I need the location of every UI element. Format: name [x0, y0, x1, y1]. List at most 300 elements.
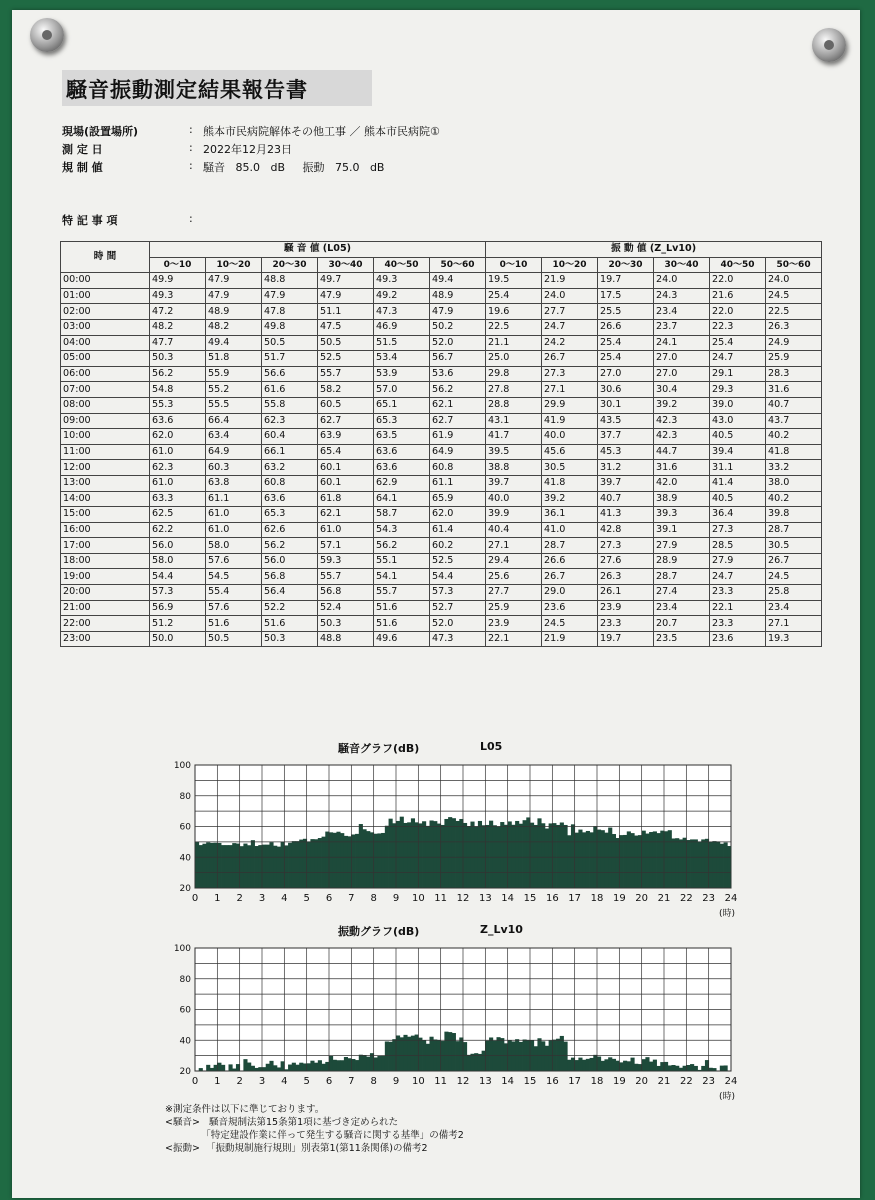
chart-bar — [456, 1041, 460, 1071]
chart-bar — [586, 831, 590, 888]
chart-bar — [612, 1059, 616, 1071]
chart-bar — [448, 1032, 452, 1071]
note-line: ※測定条件は以下に準じております。 — [165, 1104, 325, 1115]
table-cell: 23.7 — [654, 319, 710, 335]
table-cell: 52.5 — [430, 553, 486, 569]
chart-bar — [251, 840, 255, 888]
x-tick-label: 14 — [501, 1076, 515, 1087]
chart-bar — [564, 1042, 568, 1071]
table-cell: 23.3 — [710, 585, 766, 601]
x-tick-label: 7 — [348, 1076, 355, 1087]
table-cell: 56.2 — [150, 366, 206, 382]
table-cell: 62.5 — [150, 507, 206, 523]
chart-bar — [608, 828, 612, 888]
table-cell: 41.4 — [710, 475, 766, 491]
table-cell: 31.1 — [710, 460, 766, 476]
table-cell: 47.5 — [318, 319, 374, 335]
chart-bar — [578, 830, 582, 888]
chart-series-label: Z_Lv10 — [480, 923, 523, 936]
table-cell: 29.8 — [486, 366, 542, 382]
x-tick-label: 13 — [478, 1076, 492, 1087]
chart-bar — [322, 837, 326, 888]
table-cell: 22.5 — [486, 319, 542, 335]
chart-bar — [232, 843, 236, 888]
table-cell: 19.3 — [766, 631, 822, 647]
x-tick-label: 21 — [657, 893, 671, 904]
table-cell: 22.0 — [710, 304, 766, 320]
table-cell: 41.8 — [766, 444, 822, 460]
table-cell: 56.4 — [262, 585, 318, 601]
table-cell: 61.0 — [318, 522, 374, 538]
info-label: 現場(設置場所) — [62, 125, 139, 138]
table-cell: 48.2 — [206, 319, 262, 335]
chart-bar — [232, 1069, 236, 1071]
table-cell: 26.6 — [598, 319, 654, 335]
chart-bar — [366, 1057, 370, 1071]
table-cell: 39.2 — [542, 491, 598, 507]
chart-bar — [336, 1060, 340, 1071]
x-tick-label: 2 — [236, 1076, 243, 1087]
table-cell: 39.8 — [766, 507, 822, 523]
table-cell: 25.6 — [486, 569, 542, 585]
chart-bar — [351, 835, 355, 889]
table-cell: 01:00 — [61, 288, 150, 304]
chart-bar — [500, 822, 504, 888]
table-cell: 26.7 — [542, 351, 598, 367]
y-tick-label: 40 — [179, 1036, 191, 1047]
table-cell: 21.9 — [542, 273, 598, 289]
x-tick-label: 8 — [370, 893, 377, 904]
y-tick-label: 100 — [173, 944, 191, 954]
table-cell: 62.2 — [150, 522, 206, 538]
x-tick-label: 20 — [635, 1076, 649, 1087]
table-row — [61, 553, 822, 569]
chart-bar — [515, 1039, 519, 1071]
chart-bar — [255, 846, 259, 888]
table-cell: 25.4 — [598, 335, 654, 351]
table-cell: 37.7 — [598, 429, 654, 445]
chart-bar — [657, 833, 661, 888]
table-cell: 23.9 — [486, 616, 542, 632]
table-row — [61, 319, 822, 335]
table-cell: 38.8 — [486, 460, 542, 476]
chart-bar — [340, 833, 344, 888]
table-cell: 33.2 — [766, 460, 822, 476]
noise-chart-svg — [150, 740, 750, 920]
chart-bar — [720, 844, 724, 888]
table-cell: 29.4 — [486, 553, 542, 569]
chart-bar — [619, 1062, 623, 1071]
table-cell: 52.0 — [430, 335, 486, 351]
chart-bar — [351, 1059, 355, 1071]
table-cell: 24.7 — [710, 351, 766, 367]
table-cell: 58.2 — [318, 382, 374, 398]
table-cell: 25.9 — [486, 600, 542, 616]
chart-bar — [575, 1060, 579, 1071]
table-cell: 22:00 — [61, 616, 150, 632]
table-cell: 22.1 — [710, 600, 766, 616]
chart-bar — [545, 829, 549, 889]
table-cell: 24.0 — [542, 288, 598, 304]
chart-bar — [310, 839, 314, 888]
table-cell: 39.7 — [486, 475, 542, 491]
table-cell: 55.1 — [374, 553, 430, 569]
chart-bar — [240, 846, 244, 888]
chart-bar — [269, 842, 273, 888]
table-cell: 65.9 — [430, 491, 486, 507]
table-cell: 36.1 — [542, 507, 598, 523]
table-cell: 49.4 — [206, 335, 262, 351]
chart-bar — [381, 1055, 385, 1071]
table-cell: 43.1 — [486, 413, 542, 429]
time-header: 時 間 — [61, 242, 150, 273]
table-cell: 50.5 — [318, 335, 374, 351]
table-row — [61, 351, 822, 367]
table-cell: 66.1 — [262, 444, 318, 460]
table-cell: 24.1 — [654, 335, 710, 351]
table-cell: 09:00 — [61, 413, 150, 429]
x-tick-label: 9 — [392, 893, 400, 904]
table-cell: 60.1 — [318, 460, 374, 476]
table-cell: 24.0 — [766, 273, 822, 289]
table-cell: 27.0 — [654, 351, 710, 367]
table-cell: 60.4 — [262, 429, 318, 445]
table-cell: 23.6 — [542, 600, 598, 616]
chart-bar — [243, 844, 247, 888]
table-cell: 49.3 — [150, 288, 206, 304]
table-cell: 21.9 — [542, 631, 598, 647]
table-cell: 22.1 — [486, 631, 542, 647]
x-tick-label: 1 — [214, 1076, 221, 1087]
table-cell: 27.4 — [654, 585, 710, 601]
chart-bar — [556, 825, 560, 888]
chart-bar — [273, 1065, 277, 1071]
info-label: 規 制 値 — [62, 161, 103, 174]
chart-bar — [433, 821, 437, 888]
chart-bar — [266, 845, 270, 888]
chart-bar — [389, 1042, 393, 1071]
table-row — [61, 413, 822, 429]
chart-bar — [199, 1068, 203, 1071]
x-tick-label: 0 — [191, 893, 199, 904]
chart-bar — [452, 1033, 456, 1071]
table-row — [61, 491, 822, 507]
y-tick-label: 20 — [179, 1067, 191, 1077]
sub-header: 0～10 — [150, 257, 206, 273]
x-tick-label: 24 — [724, 893, 738, 904]
x-tick-label: 13 — [478, 893, 492, 904]
chart-bar — [582, 1060, 586, 1071]
table-body — [61, 273, 822, 647]
chart-bar — [608, 1057, 612, 1071]
chart-bar — [653, 1060, 657, 1071]
chart-bar — [664, 1062, 668, 1071]
chart-bar — [500, 1038, 504, 1071]
chart-bar — [686, 1065, 690, 1071]
chart-bar — [631, 1058, 635, 1071]
table-cell: 56.2 — [262, 538, 318, 554]
chart-bar — [255, 1068, 259, 1071]
table-row — [61, 429, 822, 445]
chart-bar — [586, 1059, 590, 1071]
x-tick-label: 11 — [434, 1076, 448, 1087]
chart-bar — [333, 833, 337, 888]
chart-bar — [582, 832, 586, 888]
table-cell: 55.8 — [262, 397, 318, 413]
table-cell: 51.5 — [374, 335, 430, 351]
chart-bar — [578, 1058, 582, 1071]
table-cell: 41.7 — [486, 429, 542, 445]
chart-bar — [668, 1065, 672, 1071]
table-cell: 24.9 — [766, 335, 822, 351]
table-cell: 52.0 — [430, 616, 486, 632]
table-cell: 19.7 — [598, 631, 654, 647]
table-cell: 49.3 — [374, 273, 430, 289]
table-cell: 31.6 — [654, 460, 710, 476]
table-cell: 56.9 — [150, 600, 206, 616]
x-tick-label: 10 — [411, 1076, 425, 1087]
chart-bar — [567, 1060, 571, 1071]
x-tick-label: 17 — [568, 1076, 582, 1087]
chart-bar — [418, 1038, 422, 1071]
chart-bar — [407, 1037, 411, 1071]
x-tick-label: 3 — [258, 893, 266, 904]
chart-bar — [470, 1054, 474, 1071]
chart-bar — [456, 821, 460, 888]
table-cell: 54.8 — [150, 382, 206, 398]
table-cell: 53.6 — [430, 366, 486, 382]
info-label: 特 記 事 項 — [62, 214, 118, 227]
table-cell: 47.8 — [262, 304, 318, 320]
table-cell: 63.9 — [318, 429, 374, 445]
x-tick-label: 16 — [545, 893, 559, 904]
table-cell: 02:00 — [61, 304, 150, 320]
x-tick-label: 18 — [590, 893, 604, 904]
table-cell: 26.7 — [542, 569, 598, 585]
sub-header-row — [61, 257, 822, 273]
table-cell: 61.0 — [206, 522, 262, 538]
chart-bar — [523, 820, 527, 888]
sub-header: 40～50 — [710, 257, 766, 273]
y-tick-label: 100 — [173, 761, 191, 771]
chart-bar — [444, 1032, 448, 1071]
chart-bar — [634, 1064, 638, 1071]
chart-bar — [645, 1057, 649, 1071]
table-cell: 39.5 — [486, 444, 542, 460]
table-cell: 28.5 — [710, 538, 766, 554]
table-cell: 42.0 — [654, 475, 710, 491]
table-cell: 23.4 — [654, 600, 710, 616]
chart-bar — [716, 841, 720, 888]
chart-bar — [344, 836, 348, 888]
sub-header: 40～50 — [374, 257, 430, 273]
chart-bar — [712, 1068, 716, 1071]
table-cell: 40.5 — [710, 491, 766, 507]
x-axis-unit: (時) — [718, 1092, 736, 1102]
chart-bar — [623, 835, 627, 888]
pushpin-top-left — [30, 18, 64, 52]
chart-bar — [210, 843, 214, 888]
table-cell: 25.4 — [486, 288, 542, 304]
chart-bar — [400, 1037, 404, 1071]
table-cell: 55.5 — [206, 397, 262, 413]
chart-bar — [377, 1056, 381, 1071]
table-row — [61, 460, 822, 476]
table-cell: 56.8 — [318, 585, 374, 601]
table-cell: 27.6 — [598, 553, 654, 569]
chart-bar — [619, 835, 623, 888]
table-cell: 30.4 — [654, 382, 710, 398]
table-cell: 28.8 — [486, 397, 542, 413]
table-cell: 50.5 — [262, 335, 318, 351]
chart-bar — [296, 841, 300, 888]
chart-bar — [314, 1063, 318, 1071]
table-cell: 39.0 — [710, 397, 766, 413]
chart-bar — [452, 818, 456, 888]
table-cell: 16:00 — [61, 522, 150, 538]
sub-header: 10～20 — [206, 257, 262, 273]
chart-bar — [489, 1037, 493, 1071]
sub-header: 50～60 — [766, 257, 822, 273]
table-cell: 61.0 — [150, 475, 206, 491]
table-row — [61, 569, 822, 585]
table-cell: 62.7 — [430, 413, 486, 429]
chart-bar — [627, 831, 631, 888]
x-tick-label: 12 — [456, 1076, 470, 1087]
table-row — [61, 382, 822, 398]
table-cell: 17:00 — [61, 538, 150, 554]
chart-bar — [288, 1065, 292, 1071]
table-cell: 39.3 — [654, 507, 710, 523]
table-cell: 56.6 — [262, 366, 318, 382]
info-value: 熊本市民病院解体その他工事 ／ 熊本市民病院① — [203, 125, 440, 138]
table-cell: 62.1 — [430, 397, 486, 413]
chart-bar — [601, 1061, 605, 1071]
measurement-table — [60, 241, 822, 647]
chart-bar — [374, 1057, 378, 1071]
info-value: 騒音 85.0 dB 振動 75.0 dB — [203, 161, 385, 174]
table-cell: 20:00 — [61, 585, 150, 601]
chart-bar — [344, 1057, 348, 1071]
table-cell: 58.7 — [374, 507, 430, 523]
table-cell: 27.7 — [542, 304, 598, 320]
chart-bar — [288, 843, 292, 888]
notes-section — [165, 1103, 464, 1155]
chart-bar — [590, 832, 594, 888]
chart-bar — [266, 1064, 270, 1071]
chart-bar — [381, 833, 385, 888]
table-cell: 64.9 — [206, 444, 262, 460]
table-cell: 22.0 — [710, 273, 766, 289]
table-cell: 62.0 — [430, 507, 486, 523]
table-cell: 55.7 — [318, 569, 374, 585]
chart-bar — [206, 842, 210, 888]
table-cell: 40.4 — [486, 522, 542, 538]
chart-bar — [229, 1064, 233, 1071]
chart-bar — [511, 825, 515, 888]
table-cell: 27.7 — [486, 585, 542, 601]
chart-bar — [202, 844, 206, 888]
table-cell: 61.0 — [206, 507, 262, 523]
chart-bar — [422, 821, 426, 888]
table-cell: 65.3 — [374, 413, 430, 429]
table-row — [61, 366, 822, 382]
table-cell: 41.8 — [542, 475, 598, 491]
x-tick-label: 16 — [545, 1076, 559, 1087]
table-cell: 45.3 — [598, 444, 654, 460]
table-cell: 27.1 — [486, 538, 542, 554]
y-tick-label: 20 — [179, 884, 191, 894]
x-tick-label: 6 — [325, 1076, 333, 1087]
table-cell: 31.6 — [766, 382, 822, 398]
x-tick-label: 22 — [679, 893, 693, 904]
chart-bar — [604, 833, 608, 888]
table-cell: 60.8 — [430, 460, 486, 476]
table-cell: 53.9 — [374, 366, 430, 382]
table-cell: 08:00 — [61, 397, 150, 413]
table-cell: 60.2 — [430, 538, 486, 554]
sub-header: 50～60 — [430, 257, 486, 273]
x-tick-label: 21 — [657, 1076, 671, 1087]
table-cell: 22.5 — [766, 304, 822, 320]
table-cell: 60.1 — [318, 475, 374, 491]
chart-bar — [418, 823, 422, 888]
chart-bar — [519, 824, 523, 888]
chart-bar — [292, 1063, 296, 1071]
table-cell: 23.5 — [654, 631, 710, 647]
vibration-header: 振 動 値 (Z_Lv10) — [486, 242, 822, 258]
chart-bar — [385, 826, 389, 888]
table-cell: 28.3 — [766, 366, 822, 382]
chart-bar — [701, 1066, 705, 1071]
table-cell: 59.3 — [318, 553, 374, 569]
x-tick-label: 8 — [370, 1076, 377, 1087]
table-cell: 27.9 — [710, 553, 766, 569]
table-cell: 48.9 — [430, 288, 486, 304]
table-row — [61, 304, 822, 320]
table-cell: 43.7 — [766, 413, 822, 429]
chart-bar — [396, 1035, 400, 1071]
table-cell: 49.2 — [374, 288, 430, 304]
chart-bar — [363, 1055, 367, 1071]
table-cell: 52.4 — [318, 600, 374, 616]
table-cell: 27.3 — [598, 538, 654, 554]
table-cell: 12:00 — [61, 460, 150, 476]
chart-bar — [604, 1059, 608, 1071]
table-cell: 22.3 — [710, 319, 766, 335]
table-row — [61, 475, 822, 491]
sub-header: 30～40 — [654, 257, 710, 273]
table-cell: 24.7 — [710, 569, 766, 585]
chart-bar — [560, 823, 564, 889]
chart-bar — [493, 825, 497, 888]
table-cell: 51.6 — [374, 600, 430, 616]
table-cell: 61.9 — [430, 429, 486, 445]
table-cell: 50.0 — [150, 631, 206, 647]
chart-bar — [508, 821, 512, 888]
table-cell: 14:00 — [61, 491, 150, 507]
table-cell: 55.7 — [318, 366, 374, 382]
chart-bar — [269, 1061, 273, 1071]
chart-bar — [537, 1038, 541, 1071]
chart-bar — [679, 1068, 683, 1071]
y-tick-label: 40 — [179, 853, 191, 864]
table-cell: 23.4 — [766, 600, 822, 616]
info-colon: : — [189, 141, 193, 154]
chart-bar — [299, 1063, 303, 1071]
y-tick-label: 60 — [179, 822, 191, 833]
y-tick-label: 80 — [179, 974, 191, 985]
